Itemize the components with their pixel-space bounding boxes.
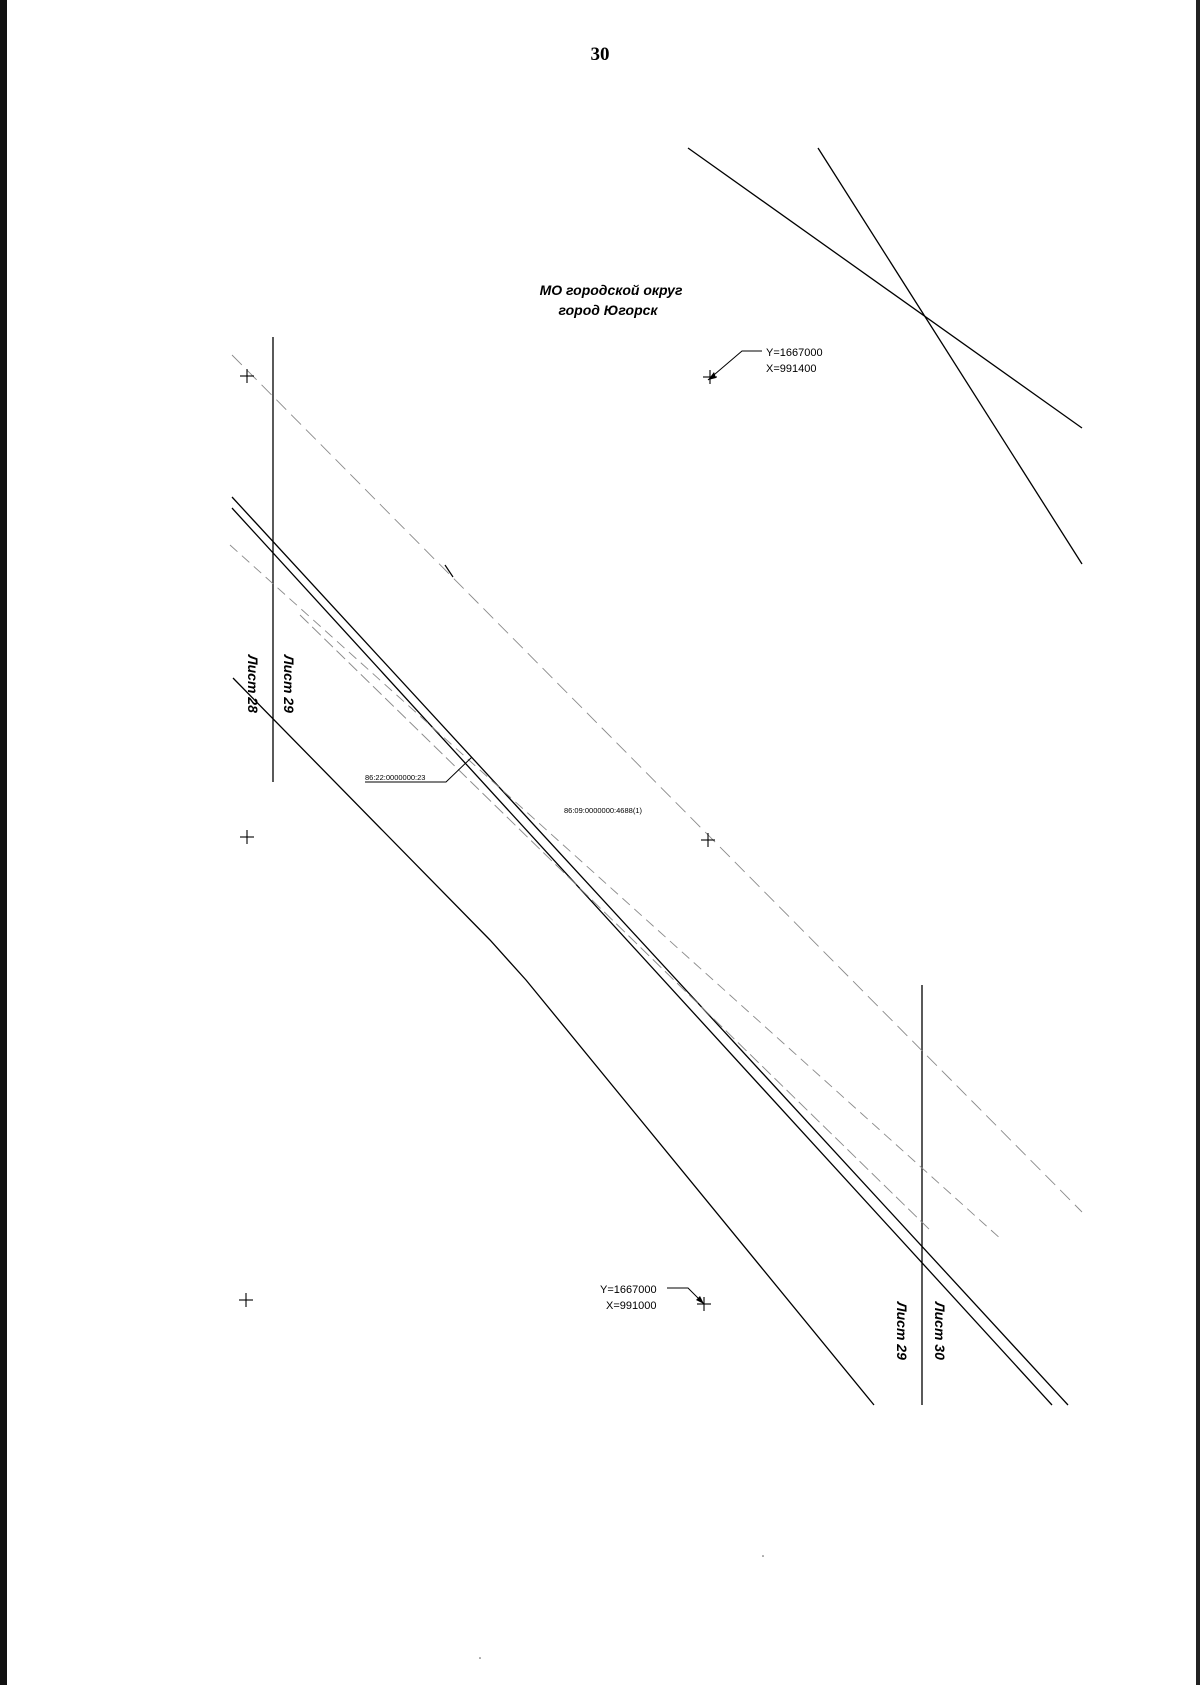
coord-bottom-y: Y=1667000 (600, 1284, 657, 1296)
speck-1 (762, 1555, 764, 1557)
sheet-label-left-29: Лист 29 (281, 655, 297, 713)
corridor-line-3 (230, 545, 1002, 1240)
municipality-line-1: МО городской округ (539, 282, 683, 298)
grid-cross-2 (240, 830, 254, 844)
corridor-line-4 (300, 615, 930, 1230)
coord-top-leader (708, 351, 762, 380)
sheet-label-right-30: Лист 30 (932, 1302, 948, 1360)
grid-cross-1 (240, 369, 254, 383)
corridor-line-1 (232, 497, 1068, 1405)
parcel-label-left: 86:22:0000000:23 (365, 773, 426, 782)
corridor-line-2 (232, 508, 1052, 1405)
dashed-parcel-line (232, 355, 1082, 1212)
page-number: 30 (590, 44, 610, 65)
grid-cross-4 (701, 833, 715, 847)
coord-top-x: X=991400 (766, 363, 817, 375)
coord-bottom-x: X=991000 (606, 1300, 657, 1312)
boundary-line-upper-a (688, 148, 1082, 428)
coord-bottom-leader (667, 1288, 704, 1304)
corridor-outer-line (233, 678, 874, 1405)
coord-top-arrow (708, 372, 716, 380)
grid-cross-3 (239, 1293, 253, 1307)
speck-2 (479, 1657, 481, 1659)
parcel-label-center: 86:09:0000000:4688(1) (564, 806, 642, 815)
boundary-line-upper-b (818, 148, 1082, 564)
coord-top-y: Y=1667000 (766, 347, 823, 359)
municipality-line-2: город Югорск (558, 302, 658, 318)
sheet-label-left-28: Лист 28 (245, 655, 261, 713)
sheet-label-right-29: Лист 29 (894, 1302, 910, 1360)
